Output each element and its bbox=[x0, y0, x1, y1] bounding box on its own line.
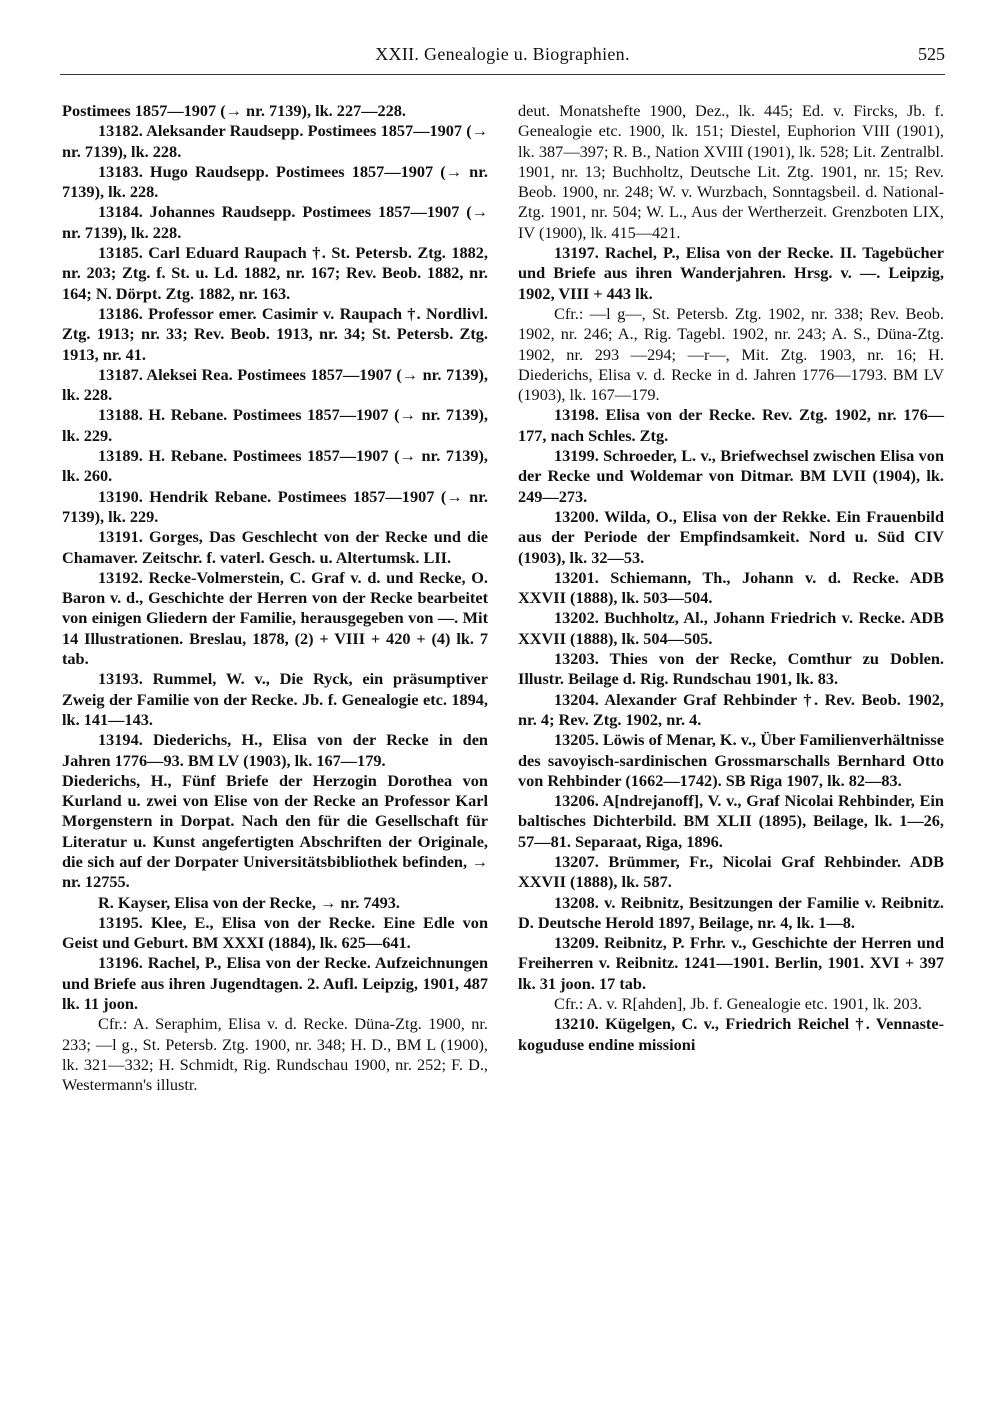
bibliography-entry: 13186. Professor emer. Casimir v. Raupach †. Nordlivl. Ztg. 1913; nr. 33; Rev. Beob. 1913, nr. 34; St. Petersb. Ztg. 1913, nr. 41. bbox=[62, 303, 488, 364]
bibliography-entry: Cfr.: A. v. R[ahden], Jb. f. Genealogie etc. 1901, lk. 203. bbox=[554, 994, 922, 1014]
bibliography-entry: 13203. Thies von der Recke, Comthur zu Doblen. Illustr. Beilage d. Rig. Rundschau 1901, lk. 83. bbox=[518, 649, 944, 689]
bibliography-entry: 13193. Rummel, W. v., Die Ryck, ein präsumptiver Zweig der Familie von der Recke. Jb. f. Genealogie etc. 1894, lk. 141—143. bbox=[62, 669, 488, 729]
bibliography-entry: Cfr.: A. Seraphim, Elisa v. d. Recke. Düna-Ztg. 1900, nr. 233; —l g., St. Petersb. Ztg. 1900, nr. 348; H. D., BM L (1900), lk. 321—332; H. Schmidt, Rig. Rundschau 1900, nr. 252; F. D., Westermann's illustr. bbox=[62, 1014, 488, 1095]
running-title: XXII. Genealogie u. Biographien. bbox=[375, 44, 630, 64]
bibliography-entry: 13199. Schroeder, L. v., Briefwechsel zwischen Elisa von der Recke und Woldemar von Ditmar. BM LVII (1904), lk. 249—273. bbox=[518, 446, 944, 506]
bibliography-entry: 13182. Aleksander Raudsepp. Postimees 1857—1907 (→ nr. 7139), lk. 228. bbox=[62, 121, 488, 161]
right-column bbox=[518, 101, 944, 1055]
left-column bbox=[62, 101, 488, 1096]
bibliography-entry: 13195. Klee, E., Elisa von der Recke. Eine Edle von Geist und Geburt. BM XXXI (1884), lk. 625—641. bbox=[62, 912, 488, 953]
bibliography-entry: 13202. Buchholtz, Al., Johann Friedrich v. Recke. ADB XXVII (1888), lk. 504—505. bbox=[518, 608, 944, 648]
bibliography-entry: 13201. Schiemann, Th., Johann v. d. Recke. ADB XXVII (1888), lk. 503—504. bbox=[518, 567, 944, 608]
header-rule bbox=[60, 74, 945, 75]
bibliography-entry: 13210. Kügelgen, C. v., Friedrich Reichel †. Vennaste-koguduse endine missioni bbox=[518, 1014, 944, 1054]
bibliography-entry: 13194. Diederichs, H., Elisa von der Recke in den Jahren 1776—93. BM LV (1903), lk. 167—179. bbox=[62, 730, 488, 770]
bibliography-entry: 13204. Alexander Graf Rehbinder †. Rev. Beob. 1902, nr. 4; Rev. Ztg. 1902, nr. 4. bbox=[518, 689, 944, 729]
bibliography-entry: 13184. Johannes Raudsepp. Postimees 1857—1907 (→ nr. 7139), lk. 228. bbox=[62, 202, 488, 242]
bibliography-entry: 13183. Hugo Raudsepp. Postimees 1857—1907 (→ nr. 7139), lk. 228. bbox=[62, 161, 488, 202]
bibliography-entry: deut. Monatshefte 1900, Dez., lk. 445; Ed. v. Fircks, Jb. f. Genealogie etc. 1900, lk. 151; Diestel, Euphorion VIII (1901), lk. 387—397; R. B., Nation XVIII (1901), lk. 528; Lit. Zentralbl. 1901, nr. 13; Buchholtz, Deutsche Lit. Ztg. 1901, nr. 15; Rev. Beob. 1900, nr. 248; W. v. Wurzbach, Sonntagsbeil. d. National-Ztg. 1901, nr. 504; W. L., Aus der Wertherzeit. Grenzboten LIX, IV (1900), lk. 415—421. bbox=[518, 101, 944, 242]
bibliography-entry: 13192. Recke-Volmerstein, C. Graf v. d. und Recke, O. Baron v. d., Geschichte der Herren von der Recke bearbeitet von einigen Gliedern der Familie, herausgegeben von —. Mit 14 Illustrationen. Breslau, 1878, (2) + VIII + 420 + (4) lk. 7 tab. bbox=[62, 567, 488, 669]
bibliography-entry: 13197. Rachel, P., Elisa von der Recke. II. Tagebücher und Briefe aus ihren Wanderjahren. Hrsg. v. —. Leipzig, 1902, VIII + 443 lk. bbox=[518, 243, 944, 303]
bibliography-entry: 13196. Rachel, P., Elisa von der Recke. Aufzeichnungen und Briefe aus ihren Jugendtagen. 2. Aufl. Leipzig, 1901, 487 lk. 11 joon. bbox=[62, 953, 488, 1014]
bibliography-entry: 13190. Hendrik Rebane. Postimees 1857—1907 (→ nr. 7139), lk. 229. bbox=[62, 486, 488, 526]
bibliography-entry: Cfr.: —l g—, St. Petersb. Ztg. 1902, nr. 338; Rev. Beob. 1902, nr. 246; A., Rig. Tagebl. 1902, nr. 243; A. S., Düna-Ztg. 1902, nr. 293 —294; —r—, Mit. Ztg. 1903, nr. 16; H. Diederichs, Elisa v. d. Recke in d. Jahren 1776—1793. BM LV (1903), lk. 167—179. bbox=[518, 303, 944, 405]
bibliography-entry: 13189. H. Rebane. Postimees 1857—1907 (→ nr. 7139), lk. 260. bbox=[62, 446, 488, 486]
bibliography-entry: 13187. Aleksei Rea. Postimees 1857—1907 (→ nr. 7139), lk. 228. bbox=[62, 364, 488, 405]
bibliography-entry: 13185. Carl Eduard Raupach †. St. Petersb. Ztg. 1882, nr. 203; Ztg. f. St. u. Ld. 1882, nr. 167; Rev. Beob. 1882, nr. 164; N. Dörpt. Ztg. 1882, nr. 163. bbox=[62, 243, 488, 303]
page-number: 525 bbox=[918, 44, 945, 64]
bibliography-entry: 13205. Löwis of Menar, K. v., Über Familienverhältnisse des savoyisch-sardinischen Grossmarschalls Bernhard Otto von Rehbinder (1662—1742). SB Riga 1907, lk. 82—83. bbox=[518, 730, 944, 790]
bibliography-entry: R. Kayser, Elisa von der Recke, → nr. 7493. bbox=[98, 892, 400, 912]
bibliography-entry: Postimees 1857—1907 (→ nr. 7139), lk. 227—228. bbox=[62, 101, 407, 120]
bibliography-entry: 13198. Elisa von der Recke. Rev. Ztg. 1902, nr. 176—177, nach Schles. Ztg. bbox=[518, 405, 944, 445]
bibliography-entry: 13200. Wilda, O., Elisa von der Rekke. Ein Frauenbild aus der Periode der Empfindsamkeit. Nord u. Süd CIV (1903), lk. 32—53. bbox=[518, 506, 944, 567]
bibliography-entry: 13191. Gorges, Das Geschlecht von der Recke und die Chamaver. Zeitschr. f. vaterl. Gesch. u. Altertumsk. LII. bbox=[62, 527, 488, 567]
bibliography-entry: Diederichs, H., Fünf Briefe der Herzogin Dorothea von Kurland u. zwei von Elise von der Recke an Professor Karl Morgenstern in Dorpat. Nach den für die Gesellschaft für Literatur u. Kunst angefertigten Abschriften der Originale, die sich auf der Dorpater Universitätsbibliothek befinden, → nr. 12755. bbox=[62, 770, 488, 892]
bibliography-entry: 13207. Brümmer, Fr., Nicolai Graf Rehbinder. ADB XXVII (1888), lk. 587. bbox=[518, 851, 944, 892]
bibliography-entry: 13206. A[ndrejanoff], V. v., Graf Nicolai Rehbinder, Ein baltisches Dichterbild. BM XLII (1895), Beilage, lk. 1—26, 57—81. Separaat, Riga, 1896. bbox=[518, 791, 944, 851]
page-header bbox=[60, 44, 945, 74]
bibliography-entry: 13209. Reibnitz, P. Frhr. v., Geschichte der Herren und Freiherren v. Reibnitz. 1241—1901. Berlin, 1901. XVI + 397 lk. 31 joon. 17 tab. bbox=[518, 933, 944, 993]
bibliography-entry: 13208. v. Reibnitz, Besitzungen der Familie v. Reibnitz. D. Deutsche Herold 1897, Beilage, nr. 4, lk. 1—8. bbox=[518, 892, 944, 932]
bibliography-entry: 13188. H. Rebane. Postimees 1857—1907 (→ nr. 7139), lk. 229. bbox=[62, 405, 488, 445]
